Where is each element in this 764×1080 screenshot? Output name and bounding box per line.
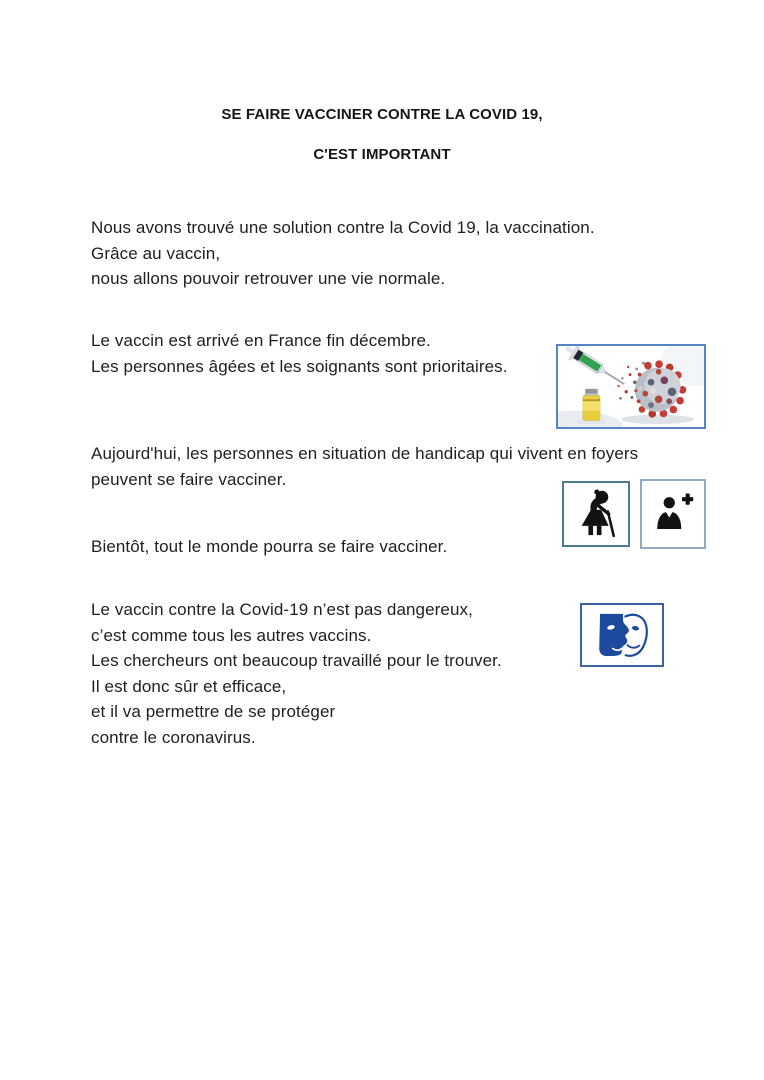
elderly-person-icon <box>568 487 624 541</box>
document-title-line1: SE FAIRE VACCINER CONTRE LA COVID 19, <box>221 106 543 123</box>
paragraph-pas-dangereux <box>91 597 502 750</box>
text-line: nous allons pouvoir retrouver une vie normale. <box>91 269 446 288</box>
text-line: c’est comme tous les autres vaccins. <box>91 625 372 645</box>
text-line: Le vaccin est arrivé en France fin décembre. <box>91 331 431 350</box>
syringe-virus-illustration <box>558 346 704 427</box>
text-line: contre le coronavirus. <box>91 727 256 747</box>
paragraph-arrivee-france <box>91 328 508 379</box>
text-line: Il est donc sûr et efficace, <box>91 676 287 696</box>
s3a-face-icon <box>585 608 659 662</box>
syringe-destroying-coronavirus-photo <box>556 344 706 429</box>
text-line: peuvent se faire vacciner. <box>91 469 287 489</box>
paragraph-handicap <box>91 441 638 492</box>
text-line: Nous avons trouvé une solution contre la Covid 19, la vaccination. <box>91 218 595 237</box>
text-line: Les personnes âgées et les soignants sont prioritaires. <box>91 356 508 376</box>
s3a-accessibility-face-icon <box>580 603 664 667</box>
caregiver-plus-icon <box>649 488 697 540</box>
elderly-person-with-cane-icon <box>562 481 630 547</box>
text-line: Grâce au vaccin, <box>91 243 221 263</box>
caregiver-with-plus-icon <box>640 479 706 549</box>
text-line: Aujourd'hui, les personnes en situation de handicap qui vivent en foyers <box>91 444 639 463</box>
text-line: Les chercheurs ont beaucoup travaillé pour le trouver. <box>91 651 502 670</box>
text-line: et il va permettre de se protéger <box>91 702 336 721</box>
document-title-line2: C'EST IMPORTANT <box>313 146 451 163</box>
paragraph-bientot <box>91 534 447 560</box>
text-line: Bientôt, tout le monde pourra se faire vacciner. <box>91 537 448 556</box>
text-line: Le vaccin contre la Covid-19 n’est pas dangereux, <box>91 600 473 619</box>
paragraph-solution <box>91 215 595 292</box>
